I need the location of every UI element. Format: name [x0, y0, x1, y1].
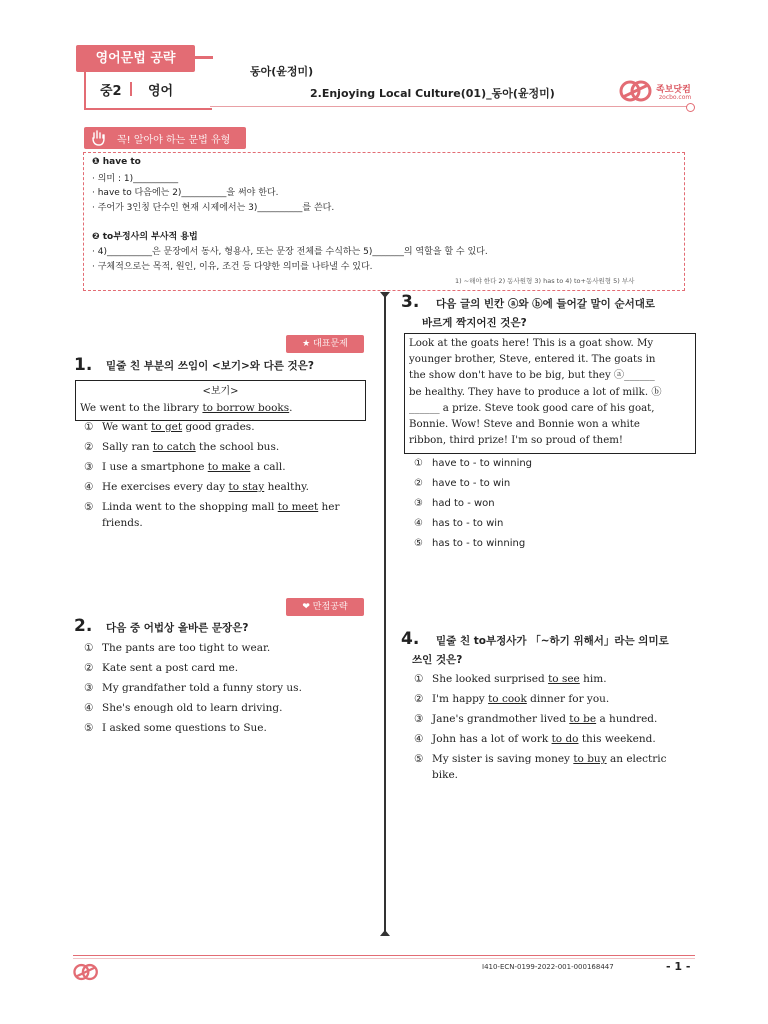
option-5[interactable]: ⑤ Linda went to the shopping mall to meet her [84, 501, 340, 513]
option-4[interactable]: ④ has to - to win [414, 518, 504, 529]
example-title: <보기> [202, 386, 239, 397]
option-5-continued: bike. [432, 769, 458, 781]
logo-subtext: zocbo.com [659, 94, 692, 101]
question-number: 2. [74, 616, 93, 636]
option-3[interactable]: ③ Jane's grandmother lived to be a hundred. [414, 713, 658, 725]
document-id: I410-ECN-0199-2022-001-000168447 [482, 963, 614, 971]
option-4[interactable]: ④ He exercises every day to stay healthy. [84, 481, 310, 493]
grammar-line: · 4)__________은 문장에서 동사, 형용사, 또는 문장 전체를 수식하는 5)_______의 역할을 할 수 있다. [92, 247, 488, 257]
badge-representative: ★ 대표문제 [286, 335, 364, 353]
grade-label: 중2 [100, 84, 122, 99]
header-tab-bar [195, 56, 213, 59]
page-number: - 1 - [666, 960, 691, 973]
option-5[interactable]: ⑤ I asked some questions to Sue. [84, 722, 267, 734]
option-2[interactable]: ② Kate sent a post card me. [84, 662, 239, 674]
option-2[interactable]: ② have to - to win [414, 478, 511, 489]
answers-note: 1) ~해야 한다 2) 동사원형 3) has to 4) to+동사원형 5) 부사 [455, 277, 635, 285]
grade-divider [130, 82, 132, 96]
option-3[interactable]: ③ I use a smartphone to make a call. [84, 461, 286, 473]
question-text: 바르게 짝지어진 것은? [422, 317, 527, 329]
grammar-line: ❷ to부정사의 부사적 용법 [92, 232, 198, 242]
footer-rule [73, 955, 695, 956]
question-text: 쓰인 것은? [412, 654, 463, 666]
question-number: 1. [74, 355, 93, 375]
option-5[interactable]: ⑤ has to - to winning [414, 538, 526, 549]
publisher-label: 동아(윤정미) [250, 65, 314, 78]
option-1[interactable]: ① We want to get good grades. [84, 421, 255, 433]
option-5-continued: friends. [102, 517, 143, 529]
header-rule [210, 106, 688, 107]
logo-text: 족보닷컴 [656, 85, 691, 95]
hand-point-icon [90, 129, 108, 147]
footer-rule-light [73, 958, 695, 959]
question-text: 다음 글의 빈칸 ⓐ와 ⓑ에 들어갈 말이 순서대로 [436, 298, 656, 310]
option-3[interactable]: ③ My grandfather told a funny story us. [84, 682, 302, 694]
option-1[interactable]: ① have to - to winning [414, 458, 533, 469]
passage-text: Look at the goats here! This is a goat show. My younger brother, Steve, entered it. The goats in the show don't have to be big, but they ⓐ______ be healthy. They have to produce a lot of milk. ⓑ ______ a prize. Steve took good care of his goat, Bonnie. Wow! Steve and Bonnie won a white ribbon, third prize! I'm so proud of them! [409, 338, 662, 447]
example-sentence: We went to the library to borrow books. [80, 402, 293, 414]
option-2[interactable]: ② I'm happy to cook dinner for you. [414, 693, 610, 705]
grammar-line: · have to 다음에는 2)__________을 써야 한다. [92, 188, 279, 198]
option-1[interactable]: ① The pants are too tight to wear. [84, 642, 271, 654]
question-number: 3. [401, 292, 420, 312]
option-5[interactable]: ⑤ My sister is saving money to buy an electric [414, 753, 667, 765]
grammar-line: · 의미 : 1)__________ [92, 174, 179, 184]
divider-arrow-top [380, 292, 390, 298]
footer-logo-icon [72, 962, 100, 982]
question-text: 밑줄 친 to부정사가 「~하기 위해서」라는 의미로 [436, 635, 669, 647]
question-text: 다음 중 어법상 올바른 문장은? [106, 622, 249, 634]
option-4[interactable]: ④ She's enough old to learn driving. [84, 702, 283, 714]
divider-arrow-bottom [380, 930, 390, 936]
grammar-line: · 구체적으로는 목적, 원인, 이유, 조건 등 다양한 의미를 나타낼 수 있다. [92, 262, 373, 272]
option-2[interactable]: ② Sally ran to catch the school bus. [84, 441, 280, 453]
logo-icon [618, 78, 654, 104]
header-rule-dot [686, 103, 695, 112]
option-3[interactable]: ③ had to - won [414, 498, 495, 509]
grammar-line: · 주어가 3인칭 단수인 현재 시제에서는 3)__________를 쓴다. [92, 203, 335, 213]
grammar-line: ❶ have to [92, 157, 141, 167]
question-text: 밑줄 친 부분의 쓰임이 <보기>와 다른 것은? [106, 360, 314, 372]
option-1[interactable]: ① She looked surprised to see him. [414, 673, 607, 685]
grammar-title: 꼭! 알아야 하는 문법 유형 [117, 135, 231, 146]
question-number: 4. [401, 629, 420, 649]
subject-label: 영어 [148, 84, 174, 99]
unit-title: 2.Enjoying Local Culture(01)_동아(윤정미) [310, 87, 555, 100]
header-tab: 영어문법 공략 [76, 45, 195, 72]
column-divider [384, 296, 386, 936]
option-4[interactable]: ④ John has a lot of work to do this weekend. [414, 733, 656, 745]
badge-perfect-score: ❤ 만점공략 [286, 598, 364, 616]
